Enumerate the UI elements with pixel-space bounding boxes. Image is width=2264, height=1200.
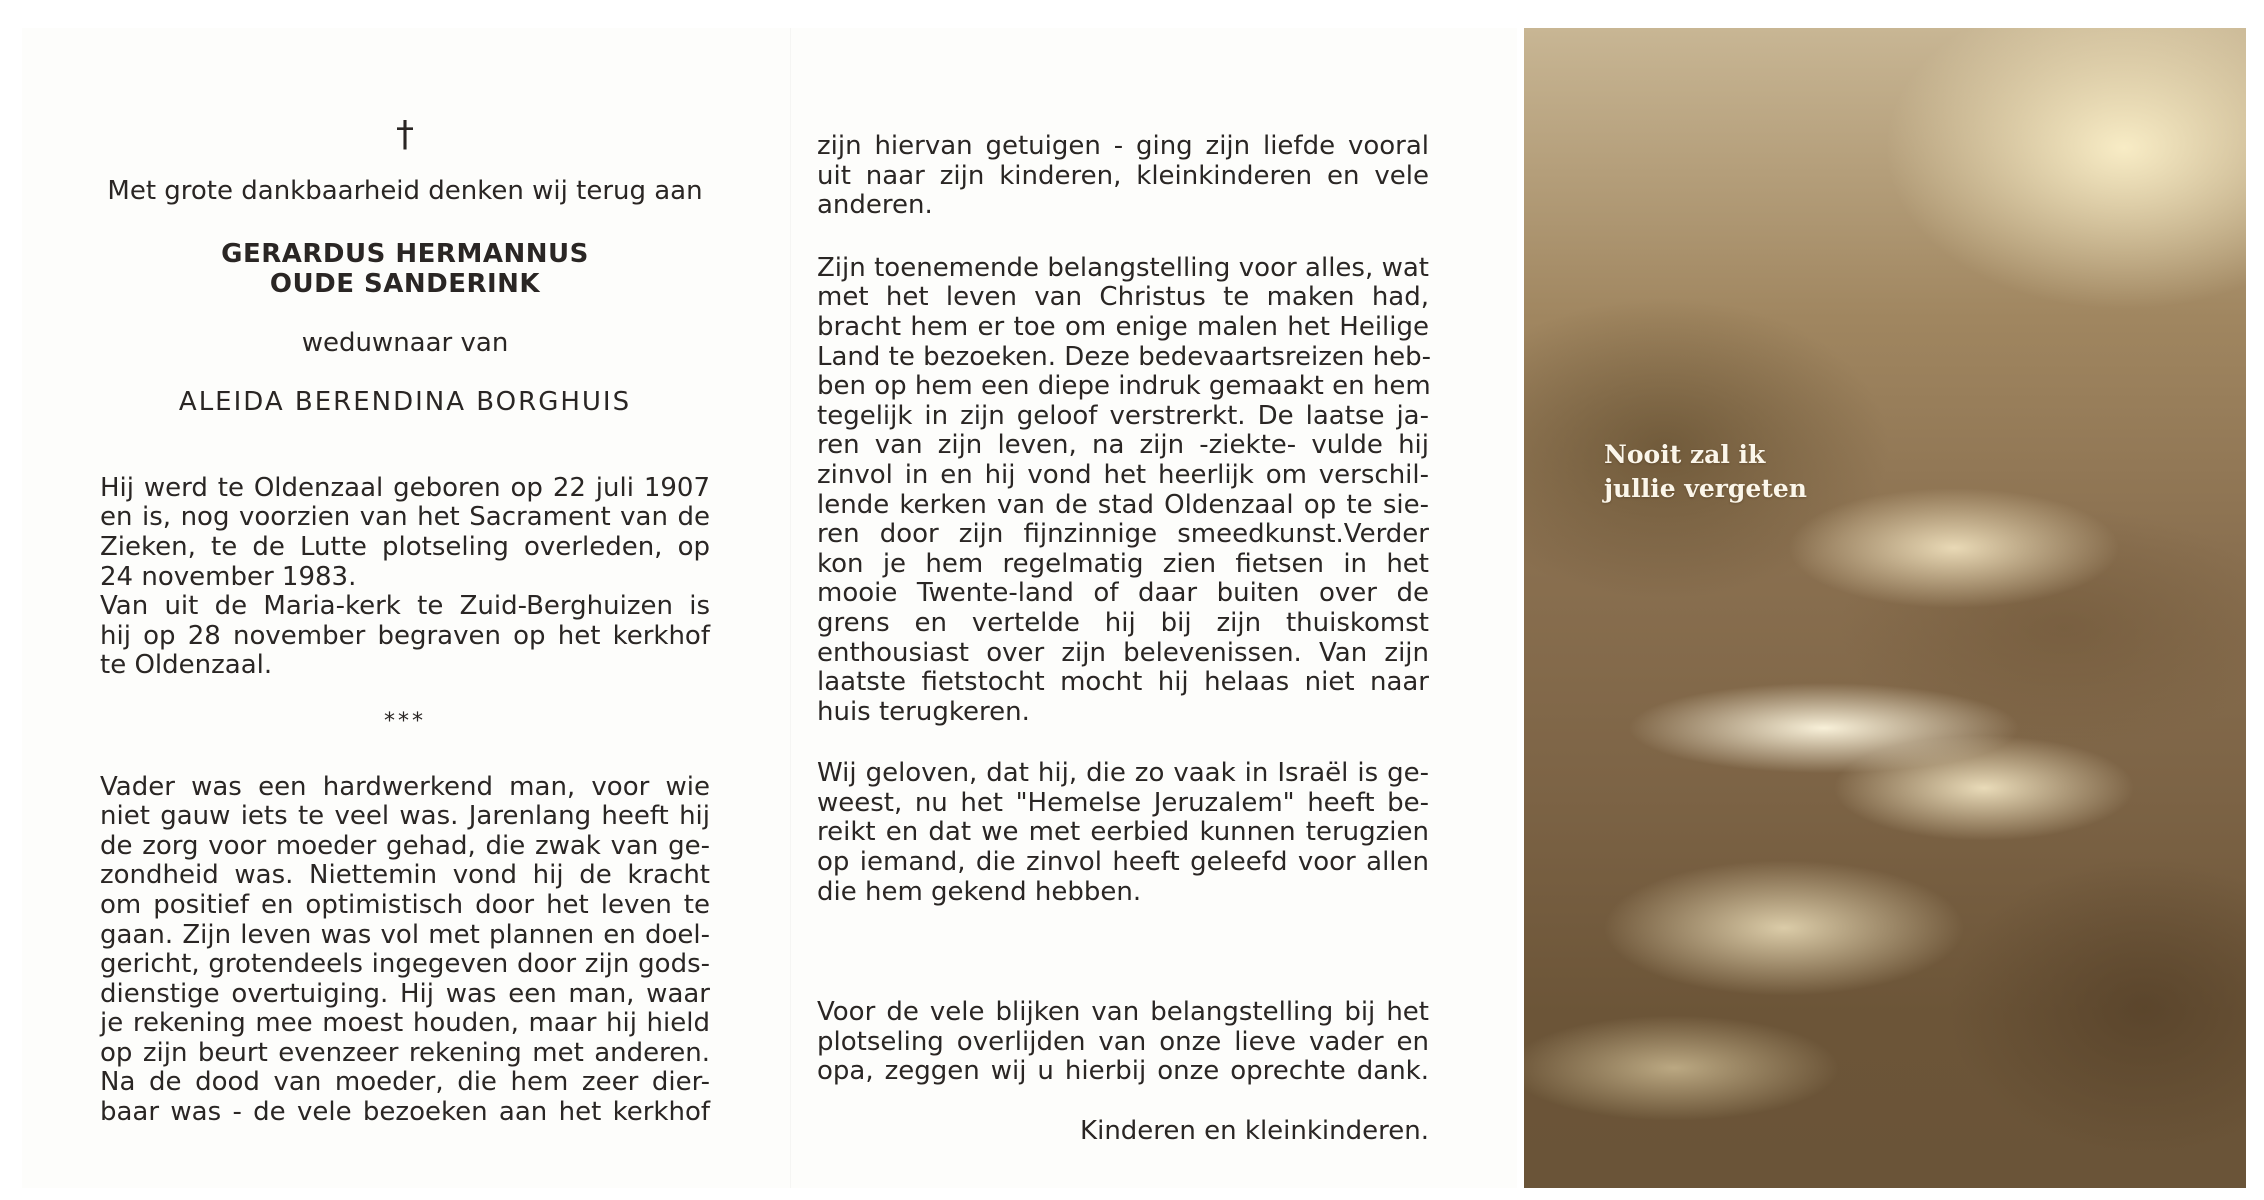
faith-paragraph [817,759,1429,907]
bio-line: te Oldenzaal. [100,650,273,681]
text-line: huis terugkeren. [817,696,1030,727]
memory-line: niet gauw iets te veel was. Jarenlang heeft hij [100,801,710,832]
text-line: met het leven van Christus te maken had, [817,282,1429,313]
text-line: grens en vertelde hij bij zijn thuiskomst [817,607,1429,638]
text-line: ben op hem een diepe indruk gemaakt en hem [817,371,1431,402]
text-line: ren door zijn fijnzinnige smeedkunst.Verder [817,519,1429,550]
life-paragraph [817,254,1429,728]
bio-line: hij op 28 november begraven op het kerkhof [100,620,710,651]
text-line: laatste fietstocht mocht hij helaas niet naar [817,667,1429,698]
text-line: die hem gekend hebben. [817,876,1142,907]
text-line: bracht hem er toe om enige malen het Heilige [817,311,1429,342]
memory-line: Na de dood van moeder, die hem zeer dier- [100,1067,710,1098]
memory-line: gericht, grotendeels ingegeven door zijn gods- [100,949,710,980]
text-line: zijn hiervan getuigen - ging zijn liefde vooral [817,131,1429,161]
memory-line: om positief en optimistisch door het leven te [100,889,710,920]
deceased-name-line1: GERARDUS HERMANNUS [221,238,589,269]
text-line: Zijn toenemende belangstelling voor alles, wat [817,252,1429,283]
text-line: Land te bezoeken. Deze bedevaartsreizen heb- [817,341,1431,372]
memory-paragraph [100,773,710,1128]
continuation-paragraph [817,132,1429,221]
bio-line: Zieken, te de Lutte plotseling overleden, op [100,531,710,562]
text-line: reikt en dat we met eerbied kunnen terugzien [817,817,1429,848]
text-line: op iemand, die zinvol heeft geleefd voor allen [817,847,1429,878]
memory-line: baar was - de vele bezoeken aan het kerkhof [100,1097,710,1128]
signature: Kinderen en kleinkinderen. [1080,1116,1429,1147]
text-line: tegelijk in zijn geloof verstrerkt. De laatse ja- [817,400,1429,431]
text-line: weest, nu het "Hemelse Jeruzalem" heeft be- [817,787,1429,818]
left-panel [100,115,710,1128]
divider-stars: *** [384,708,426,734]
memory-line: je rekening mee moest houden, maar hij hield [100,1008,710,1039]
photo-caption [1604,438,1807,506]
memory-line: op zijn beurt evenzeer rekening met anderen. [100,1037,710,1068]
memory-line: dienstige overtuiging. Hij was een man, waar [100,978,710,1009]
text-line: anderen. [817,190,933,221]
intro-text: Met grote dankbaarheid denken wij terug aan [107,176,703,206]
text-line: opa, zeggen wij u hierbij onze oprechte dank. [817,1056,1429,1087]
text-line: Wij geloven, dat hij, die zo vaak in Israël is ge- [817,758,1429,789]
cross-icon: † [396,114,414,155]
landscape-photo [1524,28,2246,1188]
thanks-paragraph [817,998,1429,1087]
text-line: uit naar zijn kinderen, kleinkinderen en vele [817,160,1429,191]
text-line: enthousiast over zijn belevenissen. Van zijn [817,637,1429,668]
bio-line: en is, nog voorzien van het Sacrament van de [100,502,710,533]
text-line: zinvol in en hij vond het heerlijk om verschil- [817,459,1429,490]
deceased-name-line2: OUDE SANDERINK [269,268,541,299]
bio-line: Van uit de Maria-kerk te Zuid-Berghuizen is [100,591,710,622]
text-line: Voor de vele blijken van belangstelling bij het [817,997,1429,1028]
bio-line: Hij werd te Oldenzaal geboren op 22 juli 1907 [100,472,710,503]
caption-line2: jullie vergeten [1604,474,1807,503]
memory-line: de zorg voor moeder gehad, die zwak van ge- [100,830,710,861]
text-line: ren van zijn leven, na zijn -ziekte- vulde hij [817,430,1429,461]
bio-paragraph [100,474,710,681]
memory-line: Vader was een hardwerkend man, voor wie [100,771,710,802]
memory-line: gaan. Zijn leven was vol met plannen en doel- [100,919,710,950]
text-line: plotseling overlijden van onze lieve vader en [817,1026,1429,1057]
text-line: mooie Twente-land of daar buiten over de [817,578,1429,609]
text-line: lende kerken van de stad Oldenzaal op te sie- [817,489,1429,520]
widower-label: weduwnaar van [301,327,509,358]
caption-line1: Nooit zal ik [1604,440,1766,469]
middle-panel [817,132,1429,1147]
bio-line: 24 november 1983. [100,561,357,592]
spouse-name: ALEIDA BERENDINA BORGHUIS [178,387,632,418]
text-line: kon je hem regelmatig zien fietsen in het [817,548,1429,579]
memory-line: zondheid was. Niettemin vond hij de kracht [100,860,710,891]
fold-line [790,28,791,1188]
